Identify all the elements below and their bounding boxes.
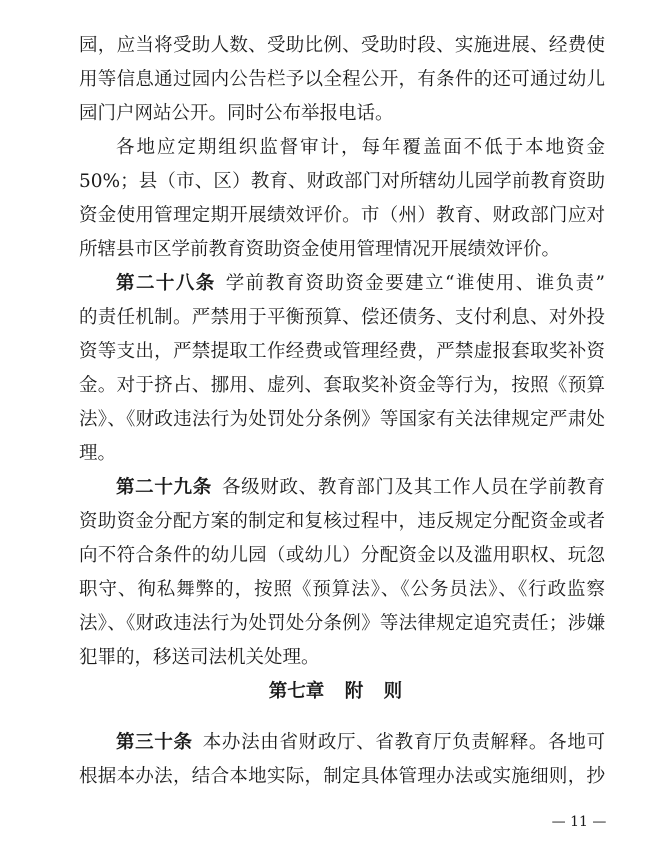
article-29-text: 各级财政、教育部门及其工作人员在学前教育 [221, 477, 605, 498]
body-line: 理。 [79, 443, 117, 464]
article-30-title: 第三十条 [116, 732, 193, 753]
body-line: 资助资金分配方案的制定和复核过程中，违反规定分配资金或者 [79, 511, 605, 532]
body-line: 资金使用管理定期开展绩效评价。市（州）教育、财政部门应对 [79, 205, 605, 226]
body-line: 所辖县市区学前教育资助资金使用管理情况开展绩效评价。 [79, 239, 561, 260]
body-line: 园门户网站公开。同时公布举报电话。 [79, 103, 394, 124]
body-line: 的责任机制。严禁用于平衡预算、偿还债务、支付利息、对外投 [79, 307, 605, 328]
article-29-first-line [116, 472, 605, 504]
body-line: 50%；县（市、区）教育、财政部门对所辖幼儿园学前教育资助 [79, 171, 605, 192]
article-28-text: 学前教育资助资金要建立“谁使用、谁负责” [225, 273, 605, 294]
page-number: — 11 — [551, 814, 607, 830]
body-line: 资等支出，严禁提取工作经费或管理经费，严禁虚报套取奖补资 [79, 341, 605, 362]
article-30-text: 本办法由省财政厅、省教育厅负责解释。各地可 [202, 732, 605, 753]
body-line: 向不符合条件的幼儿园（或幼儿）分配资金以及滥用职权、玩忽 [79, 545, 605, 566]
article-30-first-line [116, 727, 605, 759]
body-line: 根据本办法，结合本地实际，制定具体管理办法或实施细则，抄 [79, 766, 605, 787]
chapter-heading: 第七章 附 则 [268, 681, 403, 702]
body-line: 金。对于挤占、挪用、虚列、套取奖补资金等行为，按照《预算 [79, 375, 605, 396]
body-line: 园，应当将受助人数、受助比例、受助时段、实施进展、经费使 [79, 35, 605, 56]
body-line: 犯罪的，移送司法机关处理。 [79, 647, 320, 668]
article-28-title: 第二十八条 [116, 273, 216, 294]
article-28-first-line [116, 268, 605, 300]
body-line: 法》、《财政违法行为处罚处分条例》等法律规定追究责任；涉嫌 [79, 613, 605, 634]
body-line: 各地应定期组织监督审计，每年覆盖面不低于本地资金 [116, 137, 605, 158]
body-line: 法》、《财政违法行为处罚处分条例》等国家有关法律规定严肃处 [79, 409, 605, 430]
body-line: 职守、徇私舞弊的，按照《预算法》、《公务员法》、《行政监察 [79, 579, 605, 600]
body-line: 用等信息通过园内公告栏予以全程公开，有条件的还可通过幼儿 [79, 69, 605, 90]
article-29-title: 第二十九条 [116, 477, 212, 498]
